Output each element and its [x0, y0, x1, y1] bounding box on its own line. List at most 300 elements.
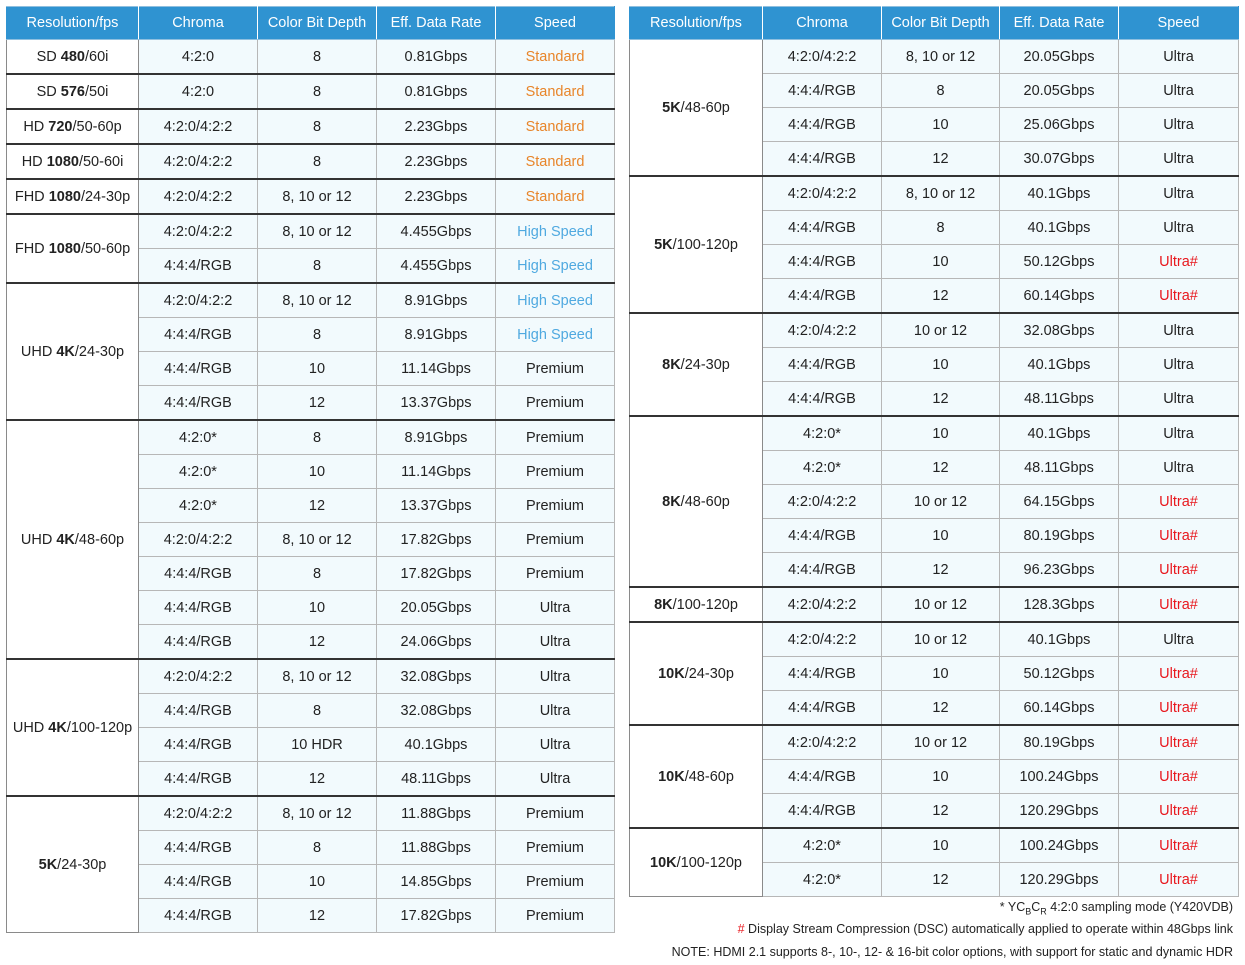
data-rate-cell: 14.85Gbps — [377, 865, 496, 899]
speed-cell: Standard — [496, 179, 615, 214]
table-row — [630, 176, 1239, 211]
chroma-cell: 4:2:0* — [763, 828, 882, 863]
bit-depth-cell: 10 — [882, 519, 1000, 553]
bit-depth-cell: 12 — [882, 451, 1000, 485]
bit-depth-cell: 10 — [882, 657, 1000, 691]
data-rate-cell: 20.05Gbps — [377, 591, 496, 625]
resolution-value: 10K — [650, 854, 677, 871]
data-rate-cell: 11.14Gbps — [377, 455, 496, 489]
data-rate-cell: 60.14Gbps — [1000, 691, 1119, 726]
footnote-hash-mark: # — [737, 922, 745, 936]
data-rate-cell: 8.91Gbps — [377, 318, 496, 352]
resolution-fps: /100-120p — [672, 236, 738, 253]
data-rate-cell: 50.12Gbps — [1000, 245, 1119, 279]
bit-depth-cell: 12 — [882, 691, 1000, 726]
bit-depth-cell: 10 — [882, 416, 1000, 451]
bit-depth-cell: 12 — [258, 625, 377, 660]
footnote-420-sampling — [1000, 900, 1233, 917]
header-color-bit-depth: Color Bit Depth — [882, 7, 1000, 40]
header-color-bit-depth: Color Bit Depth — [258, 7, 377, 40]
speed-cell: Premium — [496, 831, 615, 865]
chroma-cell: 4:4:4/RGB — [763, 794, 882, 829]
resolution-prefix: UHD — [12, 719, 49, 736]
data-rate-cell: 17.82Gbps — [377, 557, 496, 591]
right-table-body — [630, 40, 1239, 897]
header-speed: Speed — [496, 7, 615, 40]
data-rate-cell: 50.12Gbps — [1000, 657, 1119, 691]
chroma-cell: 4:4:4/RGB — [763, 245, 882, 279]
table-row — [630, 725, 1239, 760]
data-rate-cell: 100.24Gbps — [1000, 760, 1119, 794]
resolution-value: 1080 — [46, 153, 79, 170]
bit-depth-cell: 10 — [258, 591, 377, 625]
bit-depth-cell: 10 or 12 — [882, 622, 1000, 657]
speed-cell: Standard — [496, 40, 615, 75]
table-row — [630, 40, 1239, 74]
bit-depth-cell: 8, 10 or 12 — [258, 179, 377, 214]
bit-depth-cell: 10 — [258, 352, 377, 386]
header-chroma: Chroma — [763, 7, 882, 40]
speed-cell: Premium — [496, 899, 615, 933]
resolution-fps: /100-120p — [676, 854, 742, 871]
chroma-cell: 4:4:4/RGB — [139, 831, 258, 865]
footnote-hdmi-note: NOTE: HDMI 2.1 supports 8-, 10-, 12- & 16-bit color options, with support for static and dynamic HDR — [671, 945, 1233, 959]
resolution-value: 8K — [662, 493, 681, 510]
bit-depth-cell: 8 — [258, 74, 377, 109]
data-rate-cell: 40.1Gbps — [377, 728, 496, 762]
speed-cell: Premium — [496, 352, 615, 386]
resolution-cell — [7, 659, 139, 796]
chroma-cell: 4:4:4/RGB — [139, 625, 258, 660]
resolution-value: 8K — [662, 356, 681, 373]
resolution-cell — [7, 796, 139, 933]
speed-cell: High Speed — [496, 318, 615, 352]
data-rate-cell: 96.23Gbps — [1000, 553, 1119, 588]
speed-cell: Ultra — [1119, 211, 1239, 245]
data-rate-cell: 48.11Gbps — [1000, 451, 1119, 485]
data-rate-cell: 13.37Gbps — [377, 386, 496, 421]
speed-cell: Ultra# — [1119, 657, 1239, 691]
footnote-dsc-text: Display Stream Compression (DSC) automatically applied to operate within 48Gbps link — [744, 922, 1233, 936]
chroma-cell: 4:2:0/4:2:2 — [763, 313, 882, 348]
resolution-cell — [7, 214, 139, 283]
speed-cell: Ultra — [1119, 176, 1239, 211]
resolution-cell — [630, 176, 763, 313]
resolution-cell — [7, 40, 139, 75]
resolution-prefix: UHD — [20, 531, 57, 548]
resolution-fps: /24-30p — [74, 343, 125, 360]
resolution-value: 10K — [658, 768, 685, 785]
bit-depth-cell: 8, 10 or 12 — [258, 659, 377, 694]
resolution-fps: /60i — [84, 48, 109, 65]
bit-depth-cell: 10 or 12 — [882, 313, 1000, 348]
resolution-prefix: HD — [23, 118, 49, 135]
speed-cell: Standard — [496, 144, 615, 179]
chroma-cell: 4:2:0/4:2:2 — [763, 40, 882, 74]
bit-depth-cell: 8 — [258, 109, 377, 144]
bit-depth-cell: 12 — [882, 279, 1000, 314]
bit-depth-cell: 12 — [258, 386, 377, 421]
resolution-prefix: SD — [36, 83, 61, 100]
speed-cell: Ultra# — [1119, 553, 1239, 588]
table-row — [7, 144, 615, 179]
chroma-cell: 4:4:4/RGB — [139, 899, 258, 933]
bit-depth-cell: 8, 10 or 12 — [258, 523, 377, 557]
table-row — [7, 796, 615, 831]
data-rate-cell: 4.455Gbps — [377, 249, 496, 284]
chroma-cell: 4:4:4/RGB — [763, 279, 882, 314]
bit-depth-cell: 12 — [882, 382, 1000, 417]
bit-depth-cell: 8, 10 or 12 — [258, 283, 377, 318]
chroma-cell: 4:2:0/4:2:2 — [139, 796, 258, 831]
resolution-fps: /100-120p — [66, 719, 133, 736]
data-rate-cell: 64.15Gbps — [1000, 485, 1119, 519]
resolution-fps: /24-30p — [80, 188, 131, 205]
chroma-cell: 4:2:0* — [139, 420, 258, 455]
data-rate-cell: 48.11Gbps — [1000, 382, 1119, 417]
resolution-fps: /24-30p — [680, 356, 730, 373]
bit-depth-cell: 12 — [882, 142, 1000, 177]
resolution-value: 5K — [38, 856, 58, 873]
resolution-cell — [7, 420, 139, 659]
chroma-cell: 4:4:4/RGB — [139, 557, 258, 591]
resolution-cell — [630, 828, 763, 897]
bit-depth-cell: 8 — [258, 144, 377, 179]
data-rate-cell: 11.88Gbps — [377, 831, 496, 865]
resolution-cell — [630, 313, 763, 416]
header-speed: Speed — [1119, 7, 1239, 40]
chroma-cell: 4:4:4/RGB — [139, 591, 258, 625]
bit-depth-cell: 10 — [882, 760, 1000, 794]
table-row — [7, 214, 615, 249]
speed-cell: Ultra# — [1119, 691, 1239, 726]
resolution-cell — [630, 587, 763, 622]
data-rate-cell: 24.06Gbps — [377, 625, 496, 660]
resolution-value: 5K — [654, 236, 673, 253]
speed-cell: Ultra — [1119, 108, 1239, 142]
chroma-cell: 4:4:4/RGB — [763, 657, 882, 691]
speed-cell: Ultra# — [1119, 587, 1239, 622]
table-row — [7, 283, 615, 318]
chroma-cell: 4:2:0* — [139, 489, 258, 523]
resolution-value: 5K — [662, 99, 681, 116]
data-rate-cell: 40.1Gbps — [1000, 622, 1119, 657]
bit-depth-cell: 12 — [258, 899, 377, 933]
chroma-cell: 4:4:4/RGB — [139, 728, 258, 762]
bit-depth-cell: 8 — [258, 694, 377, 728]
header-eff-data-rate: Eff. Data Rate — [377, 7, 496, 40]
speed-cell: Premium — [496, 489, 615, 523]
chroma-cell: 4:2:0/4:2:2 — [763, 485, 882, 519]
resolution-value: 480 — [60, 48, 85, 65]
data-rate-cell: 8.91Gbps — [377, 283, 496, 318]
chroma-cell: 4:4:4/RGB — [139, 694, 258, 728]
speed-cell: Ultra — [1119, 74, 1239, 108]
table-row — [630, 416, 1239, 451]
speed-cell: Premium — [496, 557, 615, 591]
data-rate-cell: 32.08Gbps — [377, 659, 496, 694]
chroma-cell: 4:2:0* — [763, 863, 882, 897]
chroma-cell: 4:2:0* — [763, 416, 882, 451]
resolution-fps: /50i — [84, 83, 109, 100]
chroma-cell: 4:4:4/RGB — [763, 211, 882, 245]
data-rate-cell: 20.05Gbps — [1000, 74, 1119, 108]
speed-cell: High Speed — [496, 214, 615, 249]
left-table-body — [7, 40, 615, 933]
bit-depth-cell: 10 — [258, 455, 377, 489]
data-rate-cell: 40.1Gbps — [1000, 416, 1119, 451]
chroma-cell: 4:2:0* — [139, 455, 258, 489]
bit-depth-cell: 10 — [882, 245, 1000, 279]
table-row — [7, 420, 615, 455]
bit-depth-cell: 8 — [258, 318, 377, 352]
data-rate-cell: 60.14Gbps — [1000, 279, 1119, 314]
data-rate-cell: 0.81Gbps — [377, 74, 496, 109]
data-rate-cell: 0.81Gbps — [377, 40, 496, 75]
speed-cell: Ultra — [496, 728, 615, 762]
data-rate-cell: 80.19Gbps — [1000, 725, 1119, 760]
speed-cell: Ultra — [496, 694, 615, 728]
bit-depth-cell: 8, 10 or 12 — [882, 40, 1000, 74]
chroma-cell: 4:4:4/RGB — [763, 519, 882, 553]
data-rate-cell: 30.07Gbps — [1000, 142, 1119, 177]
resolution-value: 576 — [60, 83, 85, 100]
bit-depth-cell: 10 or 12 — [882, 725, 1000, 760]
chroma-cell: 4:2:0/4:2:2 — [139, 109, 258, 144]
chroma-cell: 4:2:0/4:2:2 — [763, 587, 882, 622]
data-rate-cell: 4.455Gbps — [377, 214, 496, 249]
resolution-fps: /50-60p — [72, 118, 122, 135]
resolution-fps: /50-60p — [80, 240, 131, 257]
chroma-cell: 4:4:4/RGB — [139, 386, 258, 421]
left-header-row — [7, 7, 615, 40]
resolution-prefix: FHD — [14, 188, 49, 205]
resolution-value: 10K — [658, 665, 685, 682]
resolution-cell — [7, 179, 139, 214]
speed-cell: Ultra# — [1119, 828, 1239, 863]
speed-cell: Ultra# — [1119, 485, 1239, 519]
chroma-cell: 4:2:0 — [139, 40, 258, 75]
speed-cell: Ultra# — [1119, 794, 1239, 829]
data-rate-cell: 120.29Gbps — [1000, 794, 1119, 829]
table-row — [7, 40, 615, 75]
speed-cell: High Speed — [496, 249, 615, 284]
bit-depth-cell: 10 or 12 — [882, 587, 1000, 622]
speed-cell: Ultra — [1119, 313, 1239, 348]
bit-depth-cell: 10 HDR — [258, 728, 377, 762]
chroma-cell: 4:2:0/4:2:2 — [139, 659, 258, 694]
chroma-cell: 4:4:4/RGB — [763, 142, 882, 177]
chroma-cell: 4:4:4/RGB — [139, 249, 258, 284]
data-rate-cell: 80.19Gbps — [1000, 519, 1119, 553]
data-rate-cell: 40.1Gbps — [1000, 176, 1119, 211]
chroma-cell: 4:4:4/RGB — [763, 760, 882, 794]
speed-cell: Ultra# — [1119, 519, 1239, 553]
header-chroma: Chroma — [139, 7, 258, 40]
bit-depth-cell: 8 — [258, 40, 377, 75]
bit-depth-cell: 12 — [258, 489, 377, 523]
speed-cell: Ultra — [496, 659, 615, 694]
footnote-c-text: C — [1031, 900, 1041, 914]
bit-depth-cell: 12 — [882, 794, 1000, 829]
data-rate-cell: 48.11Gbps — [377, 762, 496, 797]
table-row — [630, 313, 1239, 348]
bit-depth-cell: 8, 10 or 12 — [258, 796, 377, 831]
speed-cell: Ultra — [1119, 142, 1239, 177]
chroma-cell: 4:2:0 — [139, 74, 258, 109]
bit-depth-cell: 12 — [882, 863, 1000, 897]
data-rate-cell: 11.88Gbps — [377, 796, 496, 831]
chroma-cell: 4:2:0/4:2:2 — [763, 725, 882, 760]
resolution-cell — [7, 144, 139, 179]
resolution-fps: /48-60p — [684, 768, 734, 785]
bit-depth-cell: 12 — [258, 762, 377, 797]
data-rate-cell: 32.08Gbps — [1000, 313, 1119, 348]
data-rate-cell: 40.1Gbps — [1000, 211, 1119, 245]
speed-cell: Ultra — [1119, 40, 1239, 74]
chroma-cell: 4:4:4/RGB — [763, 382, 882, 417]
bit-depth-cell: 8 — [882, 74, 1000, 108]
chroma-cell: 4:4:4/RGB — [763, 553, 882, 588]
table-row — [630, 622, 1239, 657]
speed-cell: Ultra — [1119, 348, 1239, 382]
data-rate-cell: 128.3Gbps — [1000, 587, 1119, 622]
data-rate-cell: 2.23Gbps — [377, 144, 496, 179]
chroma-cell: 4:4:4/RGB — [139, 762, 258, 797]
chroma-cell: 4:4:4/RGB — [763, 74, 882, 108]
chroma-cell: 4:2:0/4:2:2 — [763, 176, 882, 211]
bit-depth-cell: 8 — [258, 831, 377, 865]
speed-cell: Ultra — [1119, 622, 1239, 657]
bit-depth-cell: 10 — [882, 828, 1000, 863]
chroma-cell: 4:2:0* — [763, 451, 882, 485]
resolution-cell — [7, 109, 139, 144]
footnote-star-text: * YC — [999, 900, 1026, 914]
chroma-cell: 4:2:0/4:2:2 — [763, 622, 882, 657]
speed-cell: Premium — [496, 386, 615, 421]
footnote-dsc — [738, 922, 1233, 936]
resolution-cell — [630, 622, 763, 725]
bit-depth-cell: 8 — [258, 557, 377, 591]
data-rate-cell: 17.82Gbps — [377, 523, 496, 557]
speed-cell: Standard — [496, 109, 615, 144]
resolution-fps: /48-60p — [74, 531, 125, 548]
bit-depth-cell: 10 — [882, 108, 1000, 142]
speed-cell: Premium — [496, 455, 615, 489]
resolution-prefix: FHD — [14, 240, 49, 257]
footnote-sub-r: R — [1040, 906, 1047, 917]
chroma-cell: 4:4:4/RGB — [763, 348, 882, 382]
bit-depth-cell: 8 — [258, 420, 377, 455]
resolution-value: 4K — [56, 531, 75, 548]
resolution-fps: /48-60p — [680, 99, 730, 116]
resolution-prefix: SD — [36, 48, 61, 65]
data-rate-cell: 25.06Gbps — [1000, 108, 1119, 142]
resolution-fps: /100-120p — [672, 596, 738, 613]
table-row — [7, 659, 615, 694]
resolution-value: 4K — [48, 719, 67, 736]
data-rate-cell: 100.24Gbps — [1000, 828, 1119, 863]
resolution-value: 1080 — [48, 240, 81, 257]
footnote-sub-b: B — [1025, 906, 1032, 917]
resolution-cell — [630, 725, 763, 828]
speed-cell: Ultra# — [1119, 245, 1239, 279]
header-resolution: Resolution/fps — [630, 7, 763, 40]
speed-cell: Ultra# — [1119, 725, 1239, 760]
speed-cell: Ultra# — [1119, 279, 1239, 314]
chroma-cell: 4:2:0/4:2:2 — [139, 283, 258, 318]
speed-cell: Premium — [496, 420, 615, 455]
data-rate-cell: 120.29Gbps — [1000, 863, 1119, 897]
resolution-cell — [630, 40, 763, 177]
resolution-cell — [7, 283, 139, 420]
data-rate-cell: 13.37Gbps — [377, 489, 496, 523]
data-rate-cell: 8.91Gbps — [377, 420, 496, 455]
left-spec-table — [6, 6, 615, 933]
speed-cell: Ultra — [1119, 416, 1239, 451]
bit-depth-cell: 8, 10 or 12 — [258, 214, 377, 249]
resolution-value: 8K — [654, 596, 673, 613]
speed-cell: Ultra — [496, 591, 615, 625]
speed-cell: Ultra — [496, 762, 615, 797]
resolution-prefix: UHD — [20, 343, 57, 360]
footnote-sampling-text: 4:2:0 sampling mode (Y420VDB) — [1046, 900, 1233, 914]
resolution-fps: /24-30p — [57, 856, 107, 873]
bit-depth-cell: 8 — [258, 249, 377, 284]
data-rate-cell: 17.82Gbps — [377, 899, 496, 933]
resolution-prefix: HD — [21, 153, 47, 170]
resolution-value: 720 — [48, 118, 73, 135]
bit-depth-cell: 10 or 12 — [882, 485, 1000, 519]
right-spec-table — [629, 6, 1239, 897]
table-row — [7, 74, 615, 109]
resolution-value: 1080 — [48, 188, 81, 205]
table-row — [630, 587, 1239, 622]
bit-depth-cell: 10 — [882, 348, 1000, 382]
table-row — [7, 179, 615, 214]
header-resolution: Resolution/fps — [7, 7, 139, 40]
chroma-cell: 4:4:4/RGB — [139, 318, 258, 352]
right-header-row — [630, 7, 1239, 40]
data-rate-cell: 2.23Gbps — [377, 109, 496, 144]
speed-cell: Ultra# — [1119, 863, 1239, 897]
speed-cell: Standard — [496, 74, 615, 109]
data-rate-cell: 32.08Gbps — [377, 694, 496, 728]
chroma-cell: 4:2:0/4:2:2 — [139, 179, 258, 214]
table-row — [7, 109, 615, 144]
bit-depth-cell: 8, 10 or 12 — [882, 176, 1000, 211]
bit-depth-cell: 12 — [882, 553, 1000, 588]
resolution-value: 4K — [56, 343, 75, 360]
chroma-cell: 4:4:4/RGB — [139, 865, 258, 899]
resolution-fps: /50-60i — [78, 153, 124, 170]
data-rate-cell: 20.05Gbps — [1000, 40, 1119, 74]
bit-depth-cell: 10 — [258, 865, 377, 899]
resolution-fps: /48-60p — [680, 493, 730, 510]
data-rate-cell: 2.23Gbps — [377, 179, 496, 214]
resolution-cell — [7, 74, 139, 109]
speed-cell: Premium — [496, 796, 615, 831]
speed-cell: Ultra# — [1119, 760, 1239, 794]
speed-cell: Ultra — [1119, 451, 1239, 485]
resolution-fps: /24-30p — [684, 665, 734, 682]
data-rate-cell: 11.14Gbps — [377, 352, 496, 386]
chroma-cell: 4:2:0/4:2:2 — [139, 523, 258, 557]
chroma-cell: 4:4:4/RGB — [763, 691, 882, 726]
header-eff-data-rate: Eff. Data Rate — [1000, 7, 1119, 40]
resolution-cell — [630, 416, 763, 587]
speed-cell: Premium — [496, 523, 615, 557]
